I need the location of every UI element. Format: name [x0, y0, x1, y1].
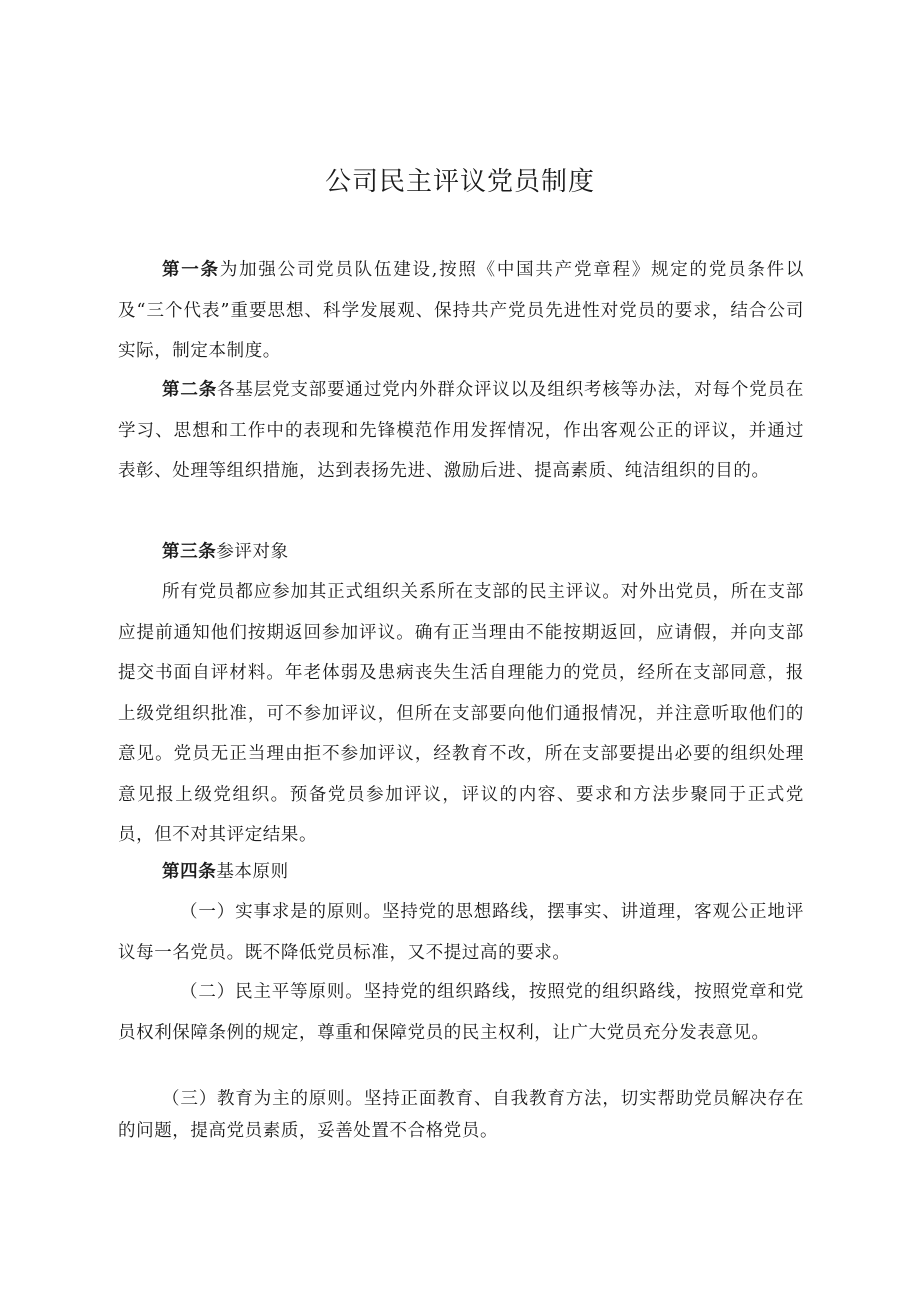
principle-item-3: （三）教育为主的原则。坚持正面教育、自我教育方法，切实帮助党员解决存在的问题，提高党员素质，妥善处置不合格党员。 [118, 1089, 804, 1141]
article-1 [118, 250, 804, 372]
article-4-heading-text: 基本原则 [216, 862, 289, 882]
article-3-heading [118, 532, 804, 573]
article-2-text: 各基层党支部要通过党内外群众评议以及组织考核等办法，对每个党员在学习、思想和工作中的表现和先锋模范作用发挥情况，作出客观公正的评议，并通过表彰、处理等组织措施，达到表扬先进、激励后进、提高素质、纯洁组织的目的。 [118, 380, 804, 481]
article-3-heading-text: 参评对象 [216, 542, 289, 562]
article-1-label: 第一条 [162, 260, 220, 280]
principle-item-2: （二）民主平等原则。坚持党的组织路线，按照党的组织路线，按照党章和党员权利保障条例的规定，尊重和保障党员的民主权利，让广大党员充分发表意见。 [118, 982, 804, 1043]
article-2 [118, 370, 804, 492]
article-1-text: 为加强公司党员队伍建设,按照《中国共产党章程》规定的党员条件以及“三个代表”重要思想、科学发展观、保持共产党员先进性对党员的要求，结合公司实际，制定本制度。 [118, 260, 804, 361]
article-2-label: 第二条 [162, 380, 218, 400]
document-title: 公司民主评议党员制度 [324, 167, 595, 197]
article-3-text: 所有党员都应参加其正式组织关系所在支部的民主评议。对外出党员，所在支部应提前通知他们按期返回参加评议。确有正当理由不能按期返回，应请假，并向支部提交书面自评材料。年老体弱及患病丧失生活自理能力的党员，经所在支部同意，报上级党组织批准，可不参加评议，但所在支部要向他们通报情况，并注意听取他们的意见。党员无正当理由拒不参加评议，经教育不改，所在支部要提出必要的组织处理意见报上级党组织。预备党员参加评议，评议的内容、要求和方法步聚同于正式党员，但不对其评定结果。 [118, 582, 804, 845]
principle-item-1: （一）实事求是的原则。坚持党的思想路线，摆事实、讲道理，客观公正地评议每一名党员。既不降低党员标准，又不提过高的要求。 [118, 902, 804, 963]
article-3-label: 第三条 [162, 542, 217, 562]
article-4-label: 第四条 [162, 862, 217, 882]
article-4-heading [118, 852, 804, 893]
